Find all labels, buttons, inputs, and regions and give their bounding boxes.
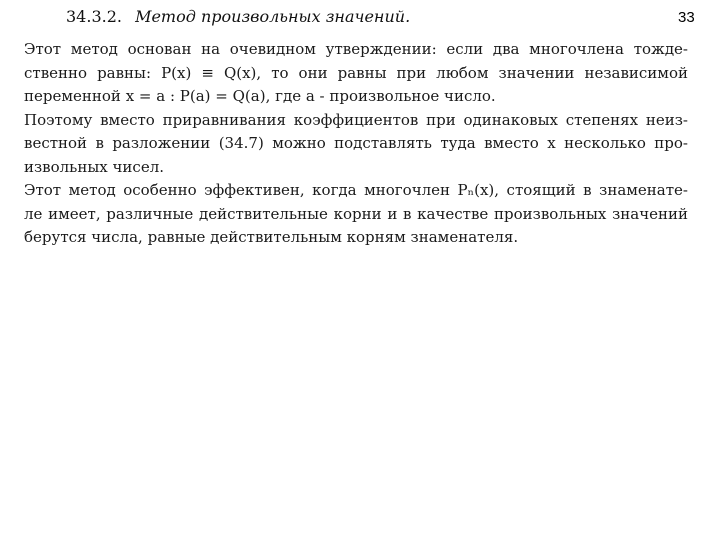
body-text bbox=[24, 38, 688, 250]
text-line: вестной в разложении (34.7) можно подставлять туда вместо x несколько про- bbox=[24, 134, 688, 152]
section-title: Метод произвольных значений. bbox=[135, 7, 411, 26]
section-heading bbox=[66, 6, 410, 28]
page-number: 33 bbox=[678, 9, 695, 26]
text-line: Поэтому вместо приравнивания коэффициентов при одинаковых степенях неиз- bbox=[24, 110, 688, 129]
text-line: ственно равны: P(x) ≡ Q(x), то они равны при любом значении независимой bbox=[24, 63, 688, 82]
section-number: 34.3.2. bbox=[66, 7, 122, 26]
text-line: Этот метод основан на очевидном утверждении: если два многочлена тожде- bbox=[24, 40, 688, 58]
text-line: Этот метод особенно эффективен, когда многочлен Pₙ(x), стоящий в знаменате- bbox=[24, 181, 688, 199]
text-line: ле имеет, различные действительные корни и в качестве произвольных значений bbox=[24, 204, 688, 223]
text-line: берутся числа, равные действительным корням знаменателя. bbox=[24, 228, 519, 246]
text-line: извольных чисел. bbox=[24, 157, 165, 176]
text-line: переменной x = a : P(a) = Q(a), где a - произвольное число. bbox=[24, 87, 496, 105]
